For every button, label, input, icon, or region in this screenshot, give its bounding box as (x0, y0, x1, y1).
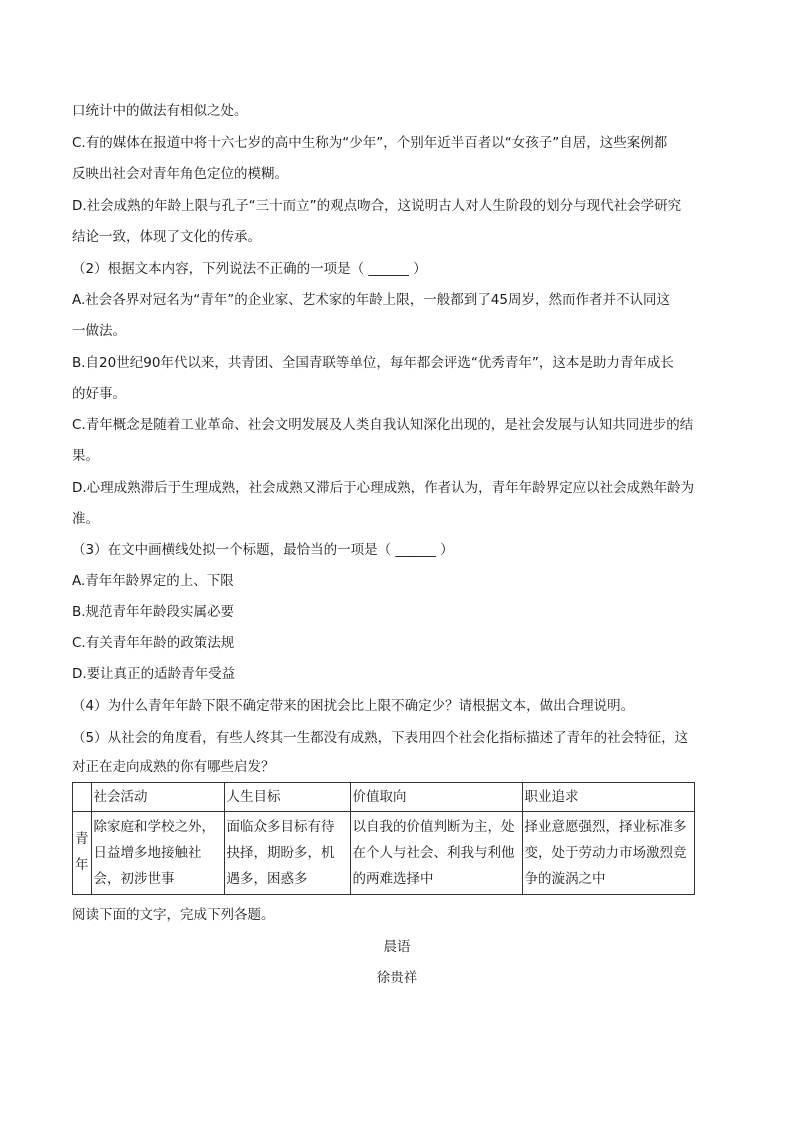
option-c-line-1: C.有的媒体在报道中将十六七岁的高中生称为“少年”，个别年近半百者以“女孩子”自居，这些案例都 (72, 135, 668, 151)
q3-option-c: C.有关青年年龄的政策法规 (72, 635, 235, 651)
q3-option-a: A.青年年龄界定的上、下限 (72, 573, 234, 589)
poem-author: 徐贵祥 (376, 970, 418, 986)
q2-option-a-line-2: 一做法。 (72, 323, 126, 339)
option-d-line-1: D.社会成熟的年龄上限与孔子“三十而立”的观点吻合，这说明古人对人生阶段的划分与现代社会学研究 (72, 198, 682, 214)
table-header-cell: 价值取向 (350, 783, 522, 812)
question-5-line-1: （5）从社会的角度看，有些人终其一生都没有成熟，下表用四个社会化指标描述了青年的社会特征，这 (72, 730, 689, 746)
row-label-cell (73, 812, 92, 895)
cell-text: 面临众多目标有待 (226, 819, 335, 835)
cell-text: 除家庭和学校之外， (93, 819, 215, 835)
table-header-cell: 社会活动 (91, 783, 224, 812)
table-header-cell: 职业追求 (522, 783, 694, 812)
question-4: （4）为什么青年年龄下限不确定带来的困扰会比上限不确定少？请根据文本，做出合理说明。 (72, 698, 635, 714)
table-header-cell (73, 783, 92, 812)
q2-option-d-line-2: 准。 (72, 511, 99, 527)
question-2: （2）根据文本内容，下列说法不正确的一项是（ ______ ） (72, 261, 427, 277)
q3-option-b: B.规范青年年龄段实属必要 (72, 604, 235, 620)
question-5-line-2: 对正在走向成熟的你有哪些启发？ (72, 759, 275, 775)
cell-text: 抉择，期盼多，机 (226, 845, 335, 861)
row-label-char: 年 (75, 857, 89, 873)
cell-text: 的两难选择中 (352, 871, 434, 887)
cell-text: 在个人与社会、利我与利他 (352, 845, 515, 861)
paragraph-line: 口统计中的做法有相似之处。 (72, 103, 248, 119)
table-cell (350, 812, 522, 895)
cell-text: 会，初涉世事 (93, 871, 175, 887)
table-cell (522, 812, 694, 895)
socialization-table (72, 782, 695, 895)
option-c-line-2: 反映出社会对青年角色定位的模糊。 (72, 166, 288, 182)
q2-option-c-line-1: C.青年概念是随着工业革命、社会文明发展及人类自我认知深化出现的，是社会发展与认知共同进步的结 (72, 417, 694, 433)
table-header-row (73, 783, 695, 812)
table-row (73, 812, 695, 895)
option-d-line-2: 结论一致，体现了文化的传承。 (72, 229, 261, 245)
table-cell (224, 812, 350, 895)
cell-text: 争的漩涡之中 (524, 871, 606, 887)
cell-text: 择业意愿强烈，择业标准多 (524, 819, 687, 835)
q3-option-d: D.要让真正的适龄青年受益 (72, 666, 236, 682)
q2-option-c-line-2: 果。 (72, 448, 99, 464)
question-3: （3）在文中画横线处拟一个标题，最恰当的一项是（ ______ ） (72, 542, 454, 558)
poem-title: 晨语 (383, 939, 411, 955)
cell-text: 变，处于劳动力市场激烈竞 (524, 845, 687, 861)
table-header-cell: 人生目标 (224, 783, 350, 812)
q2-option-d-line-1: D.心理成熟滞后于生理成熟，社会成熟又滞后于心理成熟，作者认为，青年年龄界定应以社会成熟年龄为 (72, 480, 695, 496)
table-cell (91, 812, 224, 895)
q2-option-b-line-1: B.自20世纪90年代以来，共青团、全国青联等单位，每年都会评选“优秀青年”，这本是助力青年成长 (72, 355, 674, 371)
q2-option-a-line-1: A.社会各界对冠名为“青年”的企业家、艺术家的年龄上限，一般都到了45周岁，然而作者并不认同这 (72, 292, 670, 308)
cell-text: 日益增多地接触社 (93, 845, 202, 861)
q2-option-b-line-2: 的好事。 (72, 386, 126, 402)
row-label-char: 青 (75, 831, 89, 847)
reading-instruction: 阅读下面的文字，完成下列各题。 (72, 907, 275, 923)
cell-text: 以自我的价值判断为主，处 (352, 819, 515, 835)
cell-text: 遇多，困惑多 (226, 871, 308, 887)
